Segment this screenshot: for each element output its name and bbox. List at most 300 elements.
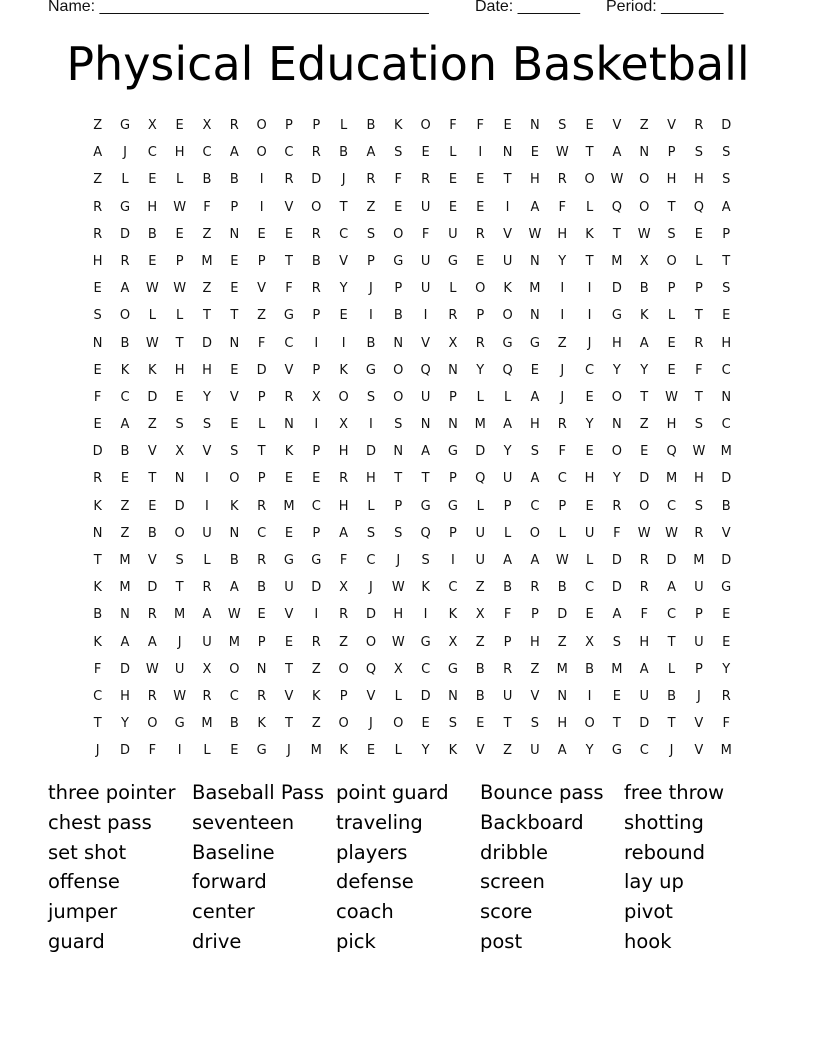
grid-letter[interactable]: G xyxy=(283,308,294,324)
grid-letter[interactable]: G xyxy=(365,362,376,378)
grid-letter[interactable]: E xyxy=(585,607,594,623)
grid-letter[interactable]: R xyxy=(147,607,157,623)
grid-letter[interactable]: R xyxy=(639,553,649,568)
grid-letter[interactable]: L xyxy=(339,118,348,133)
grid-letter[interactable]: R xyxy=(530,580,540,596)
grid-letter[interactable]: Z xyxy=(202,226,212,242)
grid-letter[interactable]: C xyxy=(585,362,595,378)
grid-letter[interactable]: M xyxy=(611,253,623,269)
grid-letter[interactable]: E xyxy=(394,199,403,215)
grid-letter[interactable]: E xyxy=(284,471,294,487)
grid-letter[interactable]: K xyxy=(257,716,266,732)
grid-letter[interactable]: R xyxy=(284,389,294,405)
grid-letter[interactable]: A xyxy=(530,553,540,568)
grid-letter[interactable]: E xyxy=(93,281,102,297)
grid-letter[interactable]: E xyxy=(284,226,294,242)
grid-letter[interactable]: N xyxy=(721,389,732,405)
grid-letter[interactable]: D xyxy=(475,444,486,460)
grid-letter[interactable]: Q xyxy=(420,362,431,378)
grid-letter[interactable]: P xyxy=(530,607,539,623)
grid-letter[interactable]: C xyxy=(120,389,130,405)
grid-letter[interactable]: B xyxy=(475,661,485,677)
grid-letter[interactable]: D xyxy=(639,471,650,487)
grid-letter[interactable]: V xyxy=(202,444,212,460)
grid-letter[interactable]: Q xyxy=(475,471,486,487)
grid-letter[interactable]: Z xyxy=(120,525,130,541)
grid-letter[interactable]: R xyxy=(694,525,704,541)
grid-letter[interactable]: O xyxy=(229,661,240,677)
grid-letter[interactable]: V xyxy=(284,607,294,623)
grid-letter[interactable]: P xyxy=(503,634,512,650)
grid-letter[interactable]: I xyxy=(560,308,565,324)
grid-letter[interactable]: D xyxy=(557,607,568,623)
grid-letter[interactable]: D xyxy=(311,580,322,596)
grid-letter[interactable]: G xyxy=(447,444,458,460)
grid-letter[interactable]: W xyxy=(391,580,405,596)
grid-letter[interactable]: E xyxy=(230,743,239,759)
grid-letter[interactable]: P xyxy=(285,118,293,133)
grid-letter[interactable]: K xyxy=(120,362,130,378)
grid-letter[interactable]: L xyxy=(258,417,266,433)
grid-letter[interactable]: U xyxy=(694,580,704,596)
grid-letter[interactable]: S xyxy=(722,145,731,161)
grid-letter[interactable]: X xyxy=(585,634,595,650)
grid-letter[interactable]: H xyxy=(338,498,349,514)
grid-letter[interactable]: I xyxy=(341,335,346,351)
grid-letter[interactable]: Y xyxy=(612,471,621,487)
grid-letter[interactable]: J xyxy=(396,553,401,568)
grid-letter[interactable]: L xyxy=(449,281,457,297)
grid-letter[interactable]: O xyxy=(229,471,240,487)
grid-letter[interactable]: Y xyxy=(203,389,211,405)
grid-letter[interactable]: C xyxy=(530,498,540,514)
grid-letter[interactable]: A xyxy=(557,743,567,759)
grid-letter[interactable]: T xyxy=(230,308,239,324)
grid-letter[interactable]: P xyxy=(257,471,266,487)
grid-letter[interactable]: N xyxy=(448,417,458,433)
grid-letter[interactable]: C xyxy=(639,743,649,759)
grid-letter[interactable]: B xyxy=(147,525,157,541)
grid-letter[interactable]: P xyxy=(257,253,266,269)
grid-letter[interactable]: L xyxy=(176,172,184,188)
grid-letter[interactable]: M xyxy=(611,661,623,677)
grid-letter[interactable]: S xyxy=(722,281,731,297)
grid-letter[interactable]: S xyxy=(175,553,184,568)
grid-letter[interactable]: W xyxy=(391,634,405,650)
grid-letter[interactable]: E xyxy=(175,226,184,242)
grid-letter[interactable]: O xyxy=(584,172,595,188)
grid-letter[interactable]: E xyxy=(366,743,376,759)
grid-letter[interactable]: L xyxy=(558,525,566,541)
grid-letter[interactable]: P xyxy=(476,308,485,324)
grid-letter[interactable]: T xyxy=(612,226,621,242)
grid-letter[interactable]: N xyxy=(530,253,540,269)
grid-letter[interactable]: X xyxy=(175,444,185,460)
grid-letter[interactable]: C xyxy=(339,226,349,242)
grid-letter[interactable]: E xyxy=(148,253,157,269)
grid-letter[interactable]: T xyxy=(175,580,184,596)
grid-letter[interactable]: R xyxy=(284,172,294,188)
grid-letter[interactable]: T xyxy=(694,389,703,405)
grid-letter[interactable]: K xyxy=(448,607,458,623)
grid-letter[interactable]: R xyxy=(257,553,267,568)
grid-letter[interactable]: B xyxy=(120,444,130,460)
grid-letter[interactable]: P xyxy=(394,281,403,297)
grid-letter[interactable]: X xyxy=(639,253,649,269)
grid-letter[interactable]: A xyxy=(503,553,513,568)
grid-letter[interactable]: B xyxy=(93,607,103,623)
grid-letter[interactable]: M xyxy=(228,634,240,650)
grid-letter[interactable]: G xyxy=(611,308,622,324)
grid-letter[interactable]: N xyxy=(229,226,240,242)
grid-letter[interactable]: D xyxy=(201,335,212,351)
grid-letter[interactable]: S xyxy=(530,716,540,732)
grid-letter[interactable]: U xyxy=(502,471,513,487)
grid-letter[interactable]: N xyxy=(393,335,404,351)
grid-letter[interactable]: A xyxy=(366,145,376,161)
grid-letter[interactable]: T xyxy=(585,253,594,269)
grid-letter[interactable]: Q xyxy=(420,525,431,541)
grid-letter[interactable]: P xyxy=(394,498,403,514)
grid-letter[interactable]: R xyxy=(421,172,431,188)
grid-letter[interactable]: H xyxy=(120,688,130,704)
grid-letter[interactable]: M xyxy=(119,553,131,568)
grid-letter[interactable]: K xyxy=(339,362,348,378)
grid-letter[interactable]: H xyxy=(584,471,595,487)
grid-letter[interactable]: H xyxy=(693,471,704,487)
grid-letter[interactable]: D xyxy=(611,553,622,568)
grid-letter[interactable]: V xyxy=(694,743,704,759)
grid-letter[interactable]: A xyxy=(612,145,622,161)
grid-letter[interactable]: B xyxy=(120,335,130,351)
grid-letter[interactable]: I xyxy=(587,308,592,324)
grid-letter[interactable]: S xyxy=(694,417,704,433)
grid-letter[interactable]: L xyxy=(203,553,211,568)
grid-letter[interactable]: M xyxy=(283,498,295,514)
grid-letter[interactable]: I xyxy=(478,145,483,161)
grid-letter[interactable]: S xyxy=(448,716,458,732)
grid-letter[interactable]: L xyxy=(585,553,594,568)
grid-letter[interactable]: P xyxy=(667,281,676,297)
grid-letter[interactable]: A xyxy=(530,471,540,487)
grid-letter[interactable]: U xyxy=(475,525,486,541)
grid-letter[interactable]: X xyxy=(202,661,212,677)
date-field-label[interactable]: Date: _______ xyxy=(475,0,580,15)
grid-letter[interactable]: E xyxy=(722,607,731,623)
grid-letter[interactable]: G xyxy=(283,553,294,568)
grid-letter[interactable]: K xyxy=(312,688,321,704)
grid-letter[interactable]: D xyxy=(119,743,130,759)
grid-letter[interactable]: E xyxy=(530,145,540,161)
grid-letter[interactable]: U xyxy=(475,553,486,568)
grid-letter[interactable]: W xyxy=(145,661,159,677)
grid-letter[interactable]: I xyxy=(369,308,373,324)
grid-letter[interactable]: E xyxy=(694,226,703,242)
grid-letter[interactable]: B xyxy=(557,580,567,596)
grid-letter[interactable]: X xyxy=(475,607,485,623)
grid-letter[interactable]: A xyxy=(503,417,513,433)
grid-letter[interactable]: P xyxy=(312,118,321,133)
grid-letter[interactable]: Z xyxy=(120,498,130,514)
grid-letter[interactable]: V xyxy=(257,281,267,297)
grid-letter[interactable]: E xyxy=(93,362,102,378)
grid-letter[interactable]: R xyxy=(475,335,485,351)
grid-letter[interactable]: Q xyxy=(502,362,513,378)
grid-letter[interactable]: N xyxy=(92,525,103,541)
grid-letter[interactable]: R xyxy=(721,688,731,704)
grid-letter[interactable]: H xyxy=(557,226,568,242)
grid-letter[interactable]: A xyxy=(202,607,212,623)
grid-letter[interactable]: E xyxy=(230,253,239,269)
grid-letter[interactable]: L xyxy=(203,743,211,759)
grid-letter[interactable]: N xyxy=(256,661,267,677)
grid-letter[interactable]: V xyxy=(530,688,540,704)
grid-letter[interactable]: S xyxy=(722,172,731,188)
grid-letter[interactable]: V xyxy=(667,118,676,133)
grid-letter[interactable]: O xyxy=(338,389,349,405)
grid-letter[interactable]: P xyxy=(367,253,375,269)
grid-letter[interactable]: A xyxy=(530,389,540,405)
grid-letter[interactable]: T xyxy=(284,661,293,677)
grid-letter[interactable]: I xyxy=(587,688,592,704)
grid-letter[interactable]: H xyxy=(557,716,568,732)
grid-letter[interactable]: D xyxy=(365,444,376,460)
grid-letter[interactable]: J xyxy=(123,145,127,161)
grid-letter[interactable]: P xyxy=(257,389,266,405)
grid-letter[interactable]: E xyxy=(585,444,594,460)
grid-letter[interactable]: D xyxy=(721,553,732,568)
grid-letter[interactable]: I xyxy=(369,417,373,433)
grid-letter[interactable]: T xyxy=(284,253,293,269)
grid-letter[interactable]: I xyxy=(177,743,182,759)
grid-letter[interactable]: L xyxy=(449,145,457,161)
grid-letter[interactable]: P xyxy=(558,498,567,514)
grid-letter[interactable]: F xyxy=(449,118,457,133)
grid-letter[interactable]: J xyxy=(287,743,291,759)
grid-letter[interactable]: E xyxy=(585,498,594,514)
grid-letter[interactable]: K xyxy=(585,226,594,242)
grid-letter[interactable]: O xyxy=(611,444,623,460)
grid-letter[interactable]: E xyxy=(448,172,458,188)
grid-letter[interactable]: V xyxy=(284,362,294,378)
grid-letter[interactable]: T xyxy=(694,308,703,324)
grid-letter[interactable]: L xyxy=(176,308,184,324)
grid-letter[interactable]: S xyxy=(394,145,403,161)
grid-letter[interactable]: C xyxy=(721,362,731,378)
grid-letter[interactable]: V xyxy=(721,525,731,541)
grid-letter[interactable]: R xyxy=(366,172,376,188)
grid-letter[interactable]: E xyxy=(476,253,485,269)
grid-letter[interactable]: N xyxy=(229,335,240,351)
grid-letter[interactable]: H xyxy=(147,199,158,215)
grid-letter[interactable]: P xyxy=(694,281,703,297)
grid-letter[interactable]: E xyxy=(503,118,512,133)
grid-letter[interactable]: O xyxy=(365,634,377,650)
grid-letter[interactable]: B xyxy=(721,498,731,514)
grid-letter[interactable]: M xyxy=(201,716,213,732)
grid-letter[interactable]: R xyxy=(339,471,349,487)
grid-letter[interactable]: C xyxy=(421,661,431,677)
grid-letter[interactable]: D xyxy=(147,389,158,405)
grid-letter[interactable]: O xyxy=(256,145,267,161)
grid-letter[interactable]: F xyxy=(148,743,157,759)
grid-letter[interactable]: B xyxy=(229,172,239,188)
grid-letter[interactable]: I xyxy=(205,471,209,487)
grid-letter[interactable]: U xyxy=(420,253,431,269)
grid-letter[interactable]: P xyxy=(339,688,348,704)
grid-letter[interactable]: I xyxy=(560,281,565,297)
grid-letter[interactable]: S xyxy=(175,417,184,433)
grid-letter[interactable]: E xyxy=(667,335,676,351)
grid-letter[interactable]: H xyxy=(666,172,677,188)
grid-letter[interactable]: A xyxy=(721,199,731,215)
grid-letter[interactable]: H xyxy=(530,634,540,650)
grid-letter[interactable]: R xyxy=(503,661,513,677)
grid-letter[interactable]: R xyxy=(93,226,103,242)
grid-letter[interactable]: C xyxy=(448,580,458,596)
grid-letter[interactable]: Y xyxy=(339,281,348,297)
grid-letter[interactable]: G xyxy=(420,498,431,514)
grid-letter[interactable]: B xyxy=(257,580,267,596)
grid-letter[interactable]: T xyxy=(612,716,621,732)
grid-letter[interactable]: M xyxy=(720,444,732,460)
grid-letter[interactable]: W xyxy=(555,145,569,161)
grid-letter[interactable]: F xyxy=(476,118,484,133)
grid-letter[interactable]: K xyxy=(503,281,512,297)
grid-letter[interactable]: J xyxy=(95,743,100,759)
grid-letter[interactable]: S xyxy=(530,444,540,460)
grid-letter[interactable]: J xyxy=(560,389,565,405)
grid-letter[interactable]: H xyxy=(612,335,622,351)
grid-letter[interactable]: N xyxy=(420,417,431,433)
grid-letter[interactable]: W xyxy=(555,553,569,568)
grid-letter[interactable]: P xyxy=(667,145,676,161)
grid-letter[interactable]: E xyxy=(93,417,102,433)
grid-letter[interactable]: K xyxy=(421,580,430,596)
grid-letter[interactable]: K xyxy=(639,308,649,324)
grid-letter[interactable]: Z xyxy=(147,417,157,433)
grid-letter[interactable]: T xyxy=(640,389,649,405)
grid-letter[interactable]: R xyxy=(557,172,567,188)
grid-letter[interactable]: F xyxy=(558,444,566,460)
grid-letter[interactable]: C xyxy=(202,145,212,161)
grid-letter[interactable]: J xyxy=(696,688,701,704)
grid-letter[interactable]: P xyxy=(230,199,239,215)
grid-letter[interactable]: E xyxy=(230,281,239,297)
grid-letter[interactable]: T xyxy=(148,471,157,487)
grid-letter[interactable]: E xyxy=(284,525,294,541)
grid-letter[interactable]: V xyxy=(284,199,294,215)
grid-letter[interactable]: G xyxy=(311,553,322,568)
grid-letter[interactable]: R xyxy=(612,498,622,514)
grid-letter[interactable]: N xyxy=(448,688,458,704)
grid-letter[interactable]: K xyxy=(448,743,458,759)
grid-letter[interactable]: A xyxy=(530,199,540,215)
grid-letter[interactable]: Y xyxy=(121,716,129,732)
grid-letter[interactable]: I xyxy=(314,607,319,623)
grid-letter[interactable]: R xyxy=(639,580,649,596)
grid-letter[interactable]: R xyxy=(202,688,212,704)
grid-letter[interactable]: O xyxy=(338,716,349,732)
grid-letter[interactable]: C xyxy=(667,498,677,514)
grid-letter[interactable]: B xyxy=(202,172,212,188)
grid-letter[interactable]: O xyxy=(393,389,404,405)
grid-letter[interactable]: W xyxy=(145,335,159,351)
grid-letter[interactable]: R xyxy=(311,226,321,242)
grid-letter[interactable]: D xyxy=(174,498,185,514)
grid-letter[interactable]: E xyxy=(476,716,485,732)
grid-letter[interactable]: S xyxy=(394,525,403,541)
grid-letter[interactable]: R xyxy=(311,634,321,650)
grid-letter[interactable]: J xyxy=(369,281,373,297)
grid-letter[interactable]: T xyxy=(722,253,731,269)
grid-letter[interactable]: S xyxy=(366,389,376,405)
grid-letter[interactable]: O xyxy=(119,308,131,324)
grid-letter[interactable]: F xyxy=(722,716,730,732)
grid-letter[interactable]: U xyxy=(174,661,185,677)
grid-letter[interactable]: L xyxy=(148,308,156,324)
grid-letter[interactable]: S xyxy=(394,417,403,433)
grid-letter[interactable]: I xyxy=(314,417,319,433)
grid-letter[interactable]: H xyxy=(174,362,185,378)
grid-letter[interactable]: E xyxy=(175,389,184,405)
grid-letter[interactable]: E xyxy=(120,471,130,487)
grid-letter[interactable]: P xyxy=(175,253,184,269)
grid-letter[interactable]: T xyxy=(585,145,594,161)
grid-letter[interactable]: H xyxy=(92,253,103,269)
grid-letter[interactable]: R xyxy=(311,145,321,161)
grid-letter[interactable]: Z xyxy=(257,308,267,324)
grid-letter[interactable]: T xyxy=(175,335,184,351)
grid-letter[interactable]: U xyxy=(202,525,212,541)
grid-letter[interactable]: O xyxy=(639,498,650,514)
grid-letter[interactable]: N xyxy=(502,145,513,161)
grid-letter[interactable]: D xyxy=(119,226,130,242)
grid-letter[interactable]: D xyxy=(365,607,376,623)
grid-letter[interactable]: Y xyxy=(640,362,649,378)
grid-letter[interactable]: N xyxy=(393,444,404,460)
grid-letter[interactable]: S xyxy=(694,145,704,161)
grid-letter[interactable]: X xyxy=(339,580,349,596)
grid-letter[interactable]: C xyxy=(284,335,294,351)
grid-letter[interactable]: H xyxy=(639,634,650,650)
grid-letter[interactable]: N xyxy=(530,118,540,133)
grid-letter[interactable]: E xyxy=(175,118,184,133)
grid-letter[interactable]: T xyxy=(667,716,676,732)
grid-letter[interactable]: V xyxy=(229,389,239,405)
grid-letter[interactable]: T xyxy=(284,716,293,732)
grid-letter[interactable]: X xyxy=(311,389,321,405)
grid-letter[interactable]: K xyxy=(93,498,102,514)
grid-letter[interactable]: X xyxy=(147,118,157,133)
grid-letter[interactable]: P xyxy=(312,308,321,324)
grid-letter[interactable]: S xyxy=(667,226,676,242)
grid-letter[interactable]: C xyxy=(284,145,294,161)
grid-letter[interactable]: T xyxy=(93,553,102,568)
grid-letter[interactable]: Y xyxy=(503,444,512,460)
grid-letter[interactable]: A xyxy=(639,661,649,677)
grid-letter[interactable]: C xyxy=(557,471,567,487)
grid-letter[interactable]: B xyxy=(229,716,239,732)
grid-letter[interactable]: C xyxy=(93,688,103,704)
grid-letter[interactable]: F xyxy=(93,389,102,405)
grid-letter[interactable]: P xyxy=(449,471,457,487)
grid-letter[interactable]: V xyxy=(339,253,349,269)
grid-letter[interactable]: V xyxy=(147,553,157,568)
grid-letter[interactable]: K xyxy=(394,118,403,133)
grid-letter[interactable]: G xyxy=(174,716,185,732)
grid-letter[interactable]: O xyxy=(584,716,595,732)
